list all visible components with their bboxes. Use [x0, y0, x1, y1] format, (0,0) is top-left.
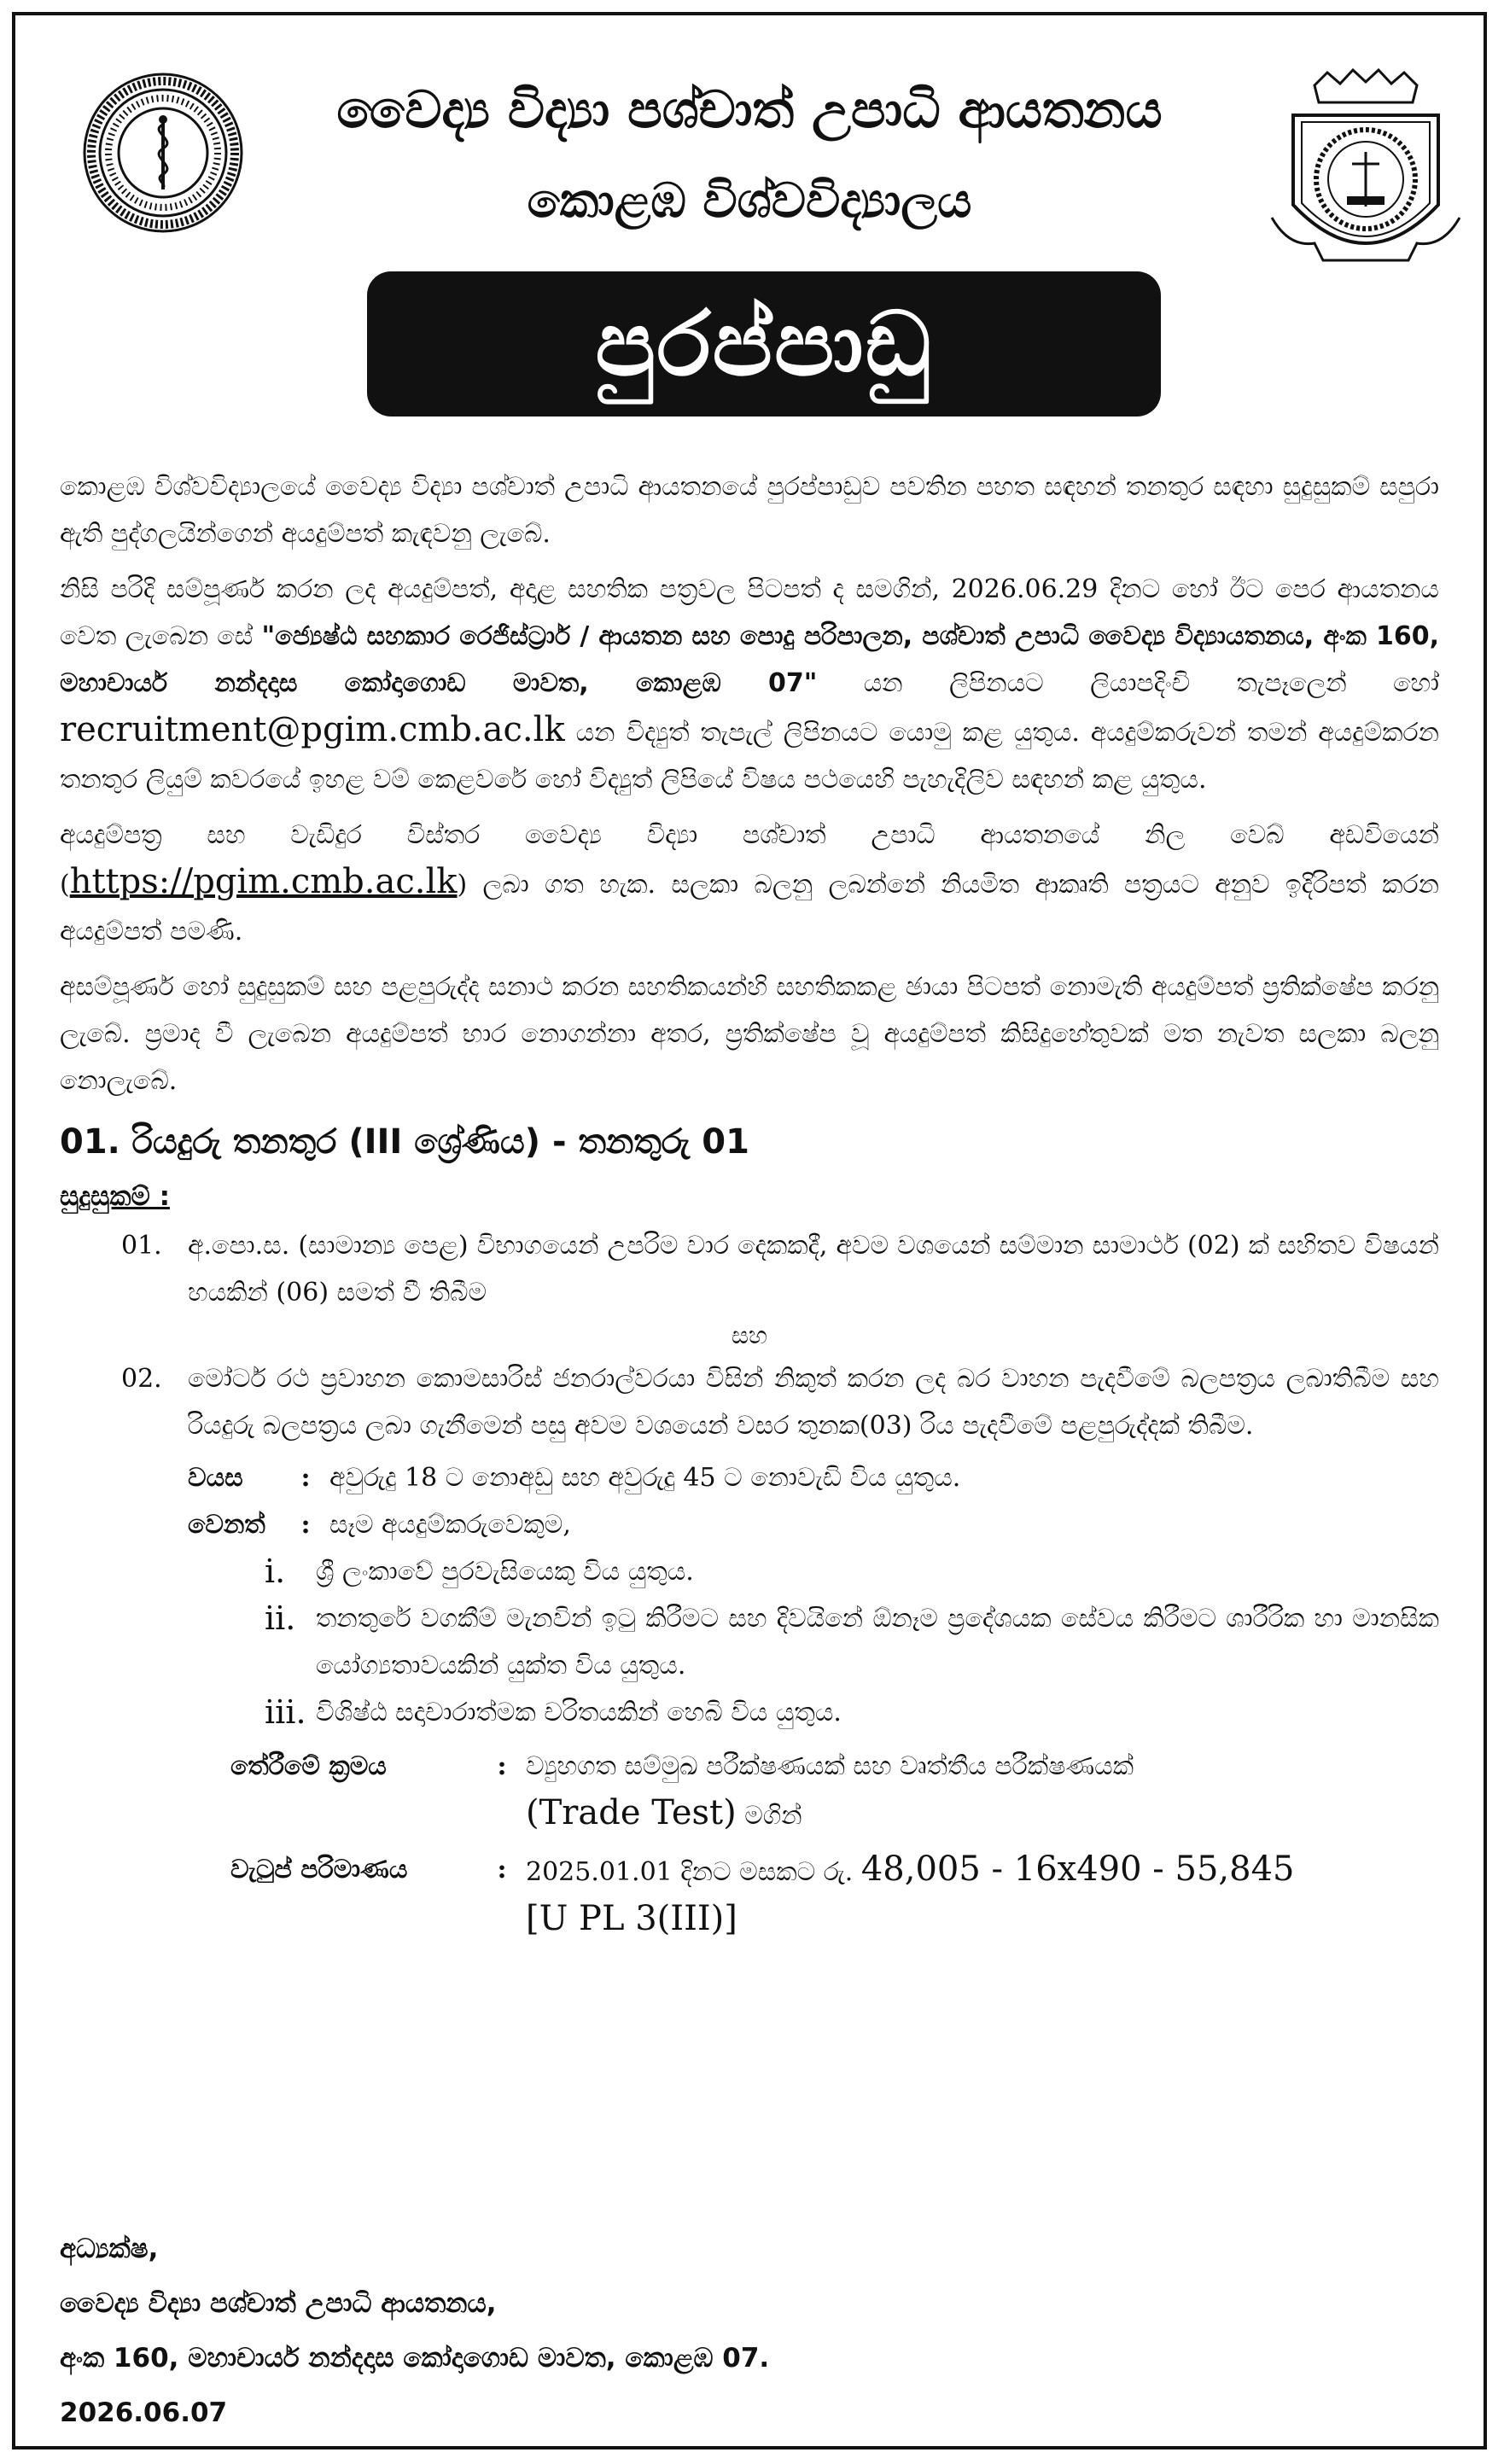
intro-paragraph-1: කොළඹ විශ්වවිද්‍යාලයේ වෛද්‍ය විද්‍යා පශ්චාත් උපාධි ආයතනයේ පුරප්පාඩුව පවතින පහත සඳහන් තනතුර සඳහා සුදුසුකම් සපුරා ඇති පුද්ගලයින්ගෙන් අයදුම්පත් කැඳවනු ලැබේ. [60, 472, 1439, 549]
intro-paragraph-3 [60, 812, 1439, 955]
requirement-text: ශ්‍රී ලංකාවේ පුරවැසියෙකු විය යුතුය. [316, 1557, 694, 1587]
signatory-address: අංක 160, මහාචාර්ය නන්දදාස කෝදාගොඩ මාවත, කොළඹ 07. [60, 2343, 770, 2374]
salary-scale-label: වැටුප් පරිමාණය [230, 1855, 408, 1884]
university-title: කොළඹ විශ්වවිද්‍යාලය [527, 173, 972, 229]
signatory-title: අධ්‍යක්ෂ, [60, 2234, 159, 2264]
salary-scale-text [526, 1846, 1439, 1945]
signature-block [60, 2222, 769, 2440]
advertisement-body [60, 463, 1439, 1945]
qualification-number: 01. [121, 1231, 162, 1261]
salary-scale-row [230, 1846, 1439, 1945]
age-colon: : [300, 1463, 311, 1493]
salary-code: [U PL 3(III)] [526, 1899, 737, 1938]
intro-paragraph-4: අසම්පූර්ණ හෝ සුදුසුකම් සහ පළපුරුද්ද සනාථ කරන සහතිකයන්හි සහතිකකළ ඡායා පිටපත් නොමැති අයදුම්පත් ප්‍රතික්ෂේප කරනු ලැබේ. ප්‍රමාද වී ලැබෙන අයදුම්පත් භාර නොගන්නා අතර, ප්‍රතික්ෂේප වූ අයදුම්පත් කිසිදුහේතුවක් මත නැවත සලකා බලනු නොලැබේ. [60, 972, 1439, 1096]
requirement-number: iii. [265, 1693, 306, 1731]
and-separator: සහ [731, 1321, 768, 1349]
selection-method-suffix: මගින් [736, 1801, 802, 1831]
age-row [188, 1454, 1439, 1501]
vacancies-banner [367, 271, 1161, 416]
salary-date-text: 2025.01.01 දිනට මසකට රු. [526, 1857, 861, 1887]
qualification-text: මෝටර් රථ ප්‍රවාහන කොමසාරිස් ජනරාල්වරයා විසින් නිකුත් කරන ලද බර වාහන පැදවීමේ බලපත්‍රය ලබාතිබීම සහ රියදුරු බලපත්‍රය ලබා ගැනීමෙන් පසු අවම වශයෙන් වසර තුනක(03) රිය පැදවීමේ පළපුරුද්දක් තිබීම. [188, 1364, 1439, 1441]
signatory-institute: වෛද්‍ය විද්‍යා පශ්චාත් උපාධි ආයතනය, [60, 2288, 497, 2319]
advertisement-page [12, 12, 1487, 2449]
trade-test-text: (Trade Test) [526, 1793, 737, 1832]
age-text: අවුරුදු 18 ට නොඅඩු සහ අවුරුදු 45 ට නොවැඩි විය යුතුය. [329, 1463, 961, 1493]
salary-colon: : [497, 1855, 507, 1884]
other-requirement-item [265, 1689, 1439, 1736]
selection-method-row [230, 1743, 1439, 1839]
post-heading: 01. රියදුරු තනතුර (III ශ්‍රේණිය) - තනතුරු 01 [60, 1122, 749, 1162]
other-requirement-item [265, 1548, 1439, 1595]
selection-method-line1: ව්‍යුහගත සම්මුඛ පරීක්ෂණයක් සහ වෘත්තීය පරීක්ෂණයක් [526, 1751, 1134, 1781]
website-outro-text: ) ලබා ගත හැක. සලකා බලනු ලබන්නේ නියමිත ආකෘති පත්‍රයට අනුව ඉදිරිපත් කරන අයදුම්පත් පමණි. [60, 870, 1439, 947]
postal-address: "ජ්‍යෙෂ්ඨ සහකාර රෙජිස්ට්‍රාර් / ආයතන සහ පොදු පරිපාලන, පශ්චාත් උපාධි වෛද්‍ය විද්‍යායතනය, අංක 160, මහාචාර්ය නන්දදාස කෝදාගොඩ මාවත, කොළඹ 07" [60, 621, 1439, 698]
requirement-text: තනතුරේ වගකීම් මැනවින් ඉටු කිරීමට සහ දිවයිනේ ඕනෑම ප්‍රදේශයක සේවය කිරීමට ශාරීරික හා මානසික යෝග්‍යතාවයකින් යුක්ත විය යුතුය. [316, 1604, 1439, 1681]
selection-method-text [526, 1743, 1439, 1839]
intro-paragraph-2 [60, 566, 1439, 803]
requirement-number: ii. [265, 1599, 296, 1637]
other-row [188, 1501, 1439, 1548]
notice-date: 2026.06.07 [60, 2397, 228, 2428]
other-text: සෑම අයදුම්කරුවෙකුම, [329, 1510, 571, 1540]
qualification-text: අ.පො.ස. (සාමාන්‍ය පෙළ) විභාගයෙන් උපරිම වාර දෙකකදී, අවම වශයෙන් සම්මාන සාමාර්ථ (02) ක් සහිතව විෂයන් හයකින් (06) සමත් වී තිබීම [188, 1231, 1439, 1308]
age-label: වයස [188, 1463, 243, 1493]
other-colon: : [300, 1510, 311, 1540]
other-label: වෙනත් [188, 1510, 265, 1540]
requirement-number: i. [265, 1552, 286, 1590]
submission-instructions: යන විද්‍යුත් තැපැල් ලිපිනයට යොමු කළ යුතුය. අයදුම්කරුවන් තමන් අයදුම්කරන තනතුර ලියුම් කවරයේ ඉහළ වම් කෙළවරේ හෝ විද්‍යුත් ලිපියේ විෂය පථයෙහි පැහැදිලිව සඳහන් කළ යුතුය. [60, 718, 1439, 795]
other-requirement-item [265, 1595, 1439, 1689]
website-link[interactable]: https://pgim.cmb.ac.lk [69, 862, 458, 901]
qualifications-label: සුදුසුකම් : [60, 1181, 170, 1212]
selection-colon: : [497, 1751, 507, 1781]
requirement-text: විශිෂ්ඨ සදාචාරාත්මක චරිතයකින් හෙබි විය යුතුය. [316, 1698, 842, 1727]
qualification-item [121, 1355, 1439, 1449]
website-intro-text: අයදුම්පත්‍ර සහ වැඩිදුර විස්තර වෛද්‍ය විද්‍යා පශ්චාත් උපාධි ආයතනයේ නිල වෙබ් අඩවියෙන් ( [60, 820, 1439, 900]
post-or-email-text: යන ලිපිනයට ලියාපදිංචි තැපෑලෙන් හෝ [817, 668, 1439, 698]
selection-method-label: තේරීමේ ක්‍රමය [230, 1751, 387, 1781]
email-address[interactable]: recruitment@pgim.cmb.ac.lk [60, 710, 565, 749]
qualification-number: 02. [121, 1364, 162, 1394]
application-deadline-text: නිසි පරිදි සම්පූර්ණ කරන ලද අයදුම්පත්, අදාළ සහතික පත්‍රවල පිටපත් ද සමගින්, 2026.06.29 දිනට හෝ ඊට පෙර ආයතනය වෙත ලැබෙන සේ [60, 574, 1439, 651]
vacancies-banner-text: පුරප්පාඩු [595, 291, 933, 396]
salary-scale-value: 48,005 - 16x490 - 55,845 [860, 1849, 1295, 1889]
qualification-item [121, 1222, 1439, 1316]
institute-title: වෛද්‍ය විද්‍යා පශ්චාත් උපාධි ආයතනය [336, 80, 1163, 140]
